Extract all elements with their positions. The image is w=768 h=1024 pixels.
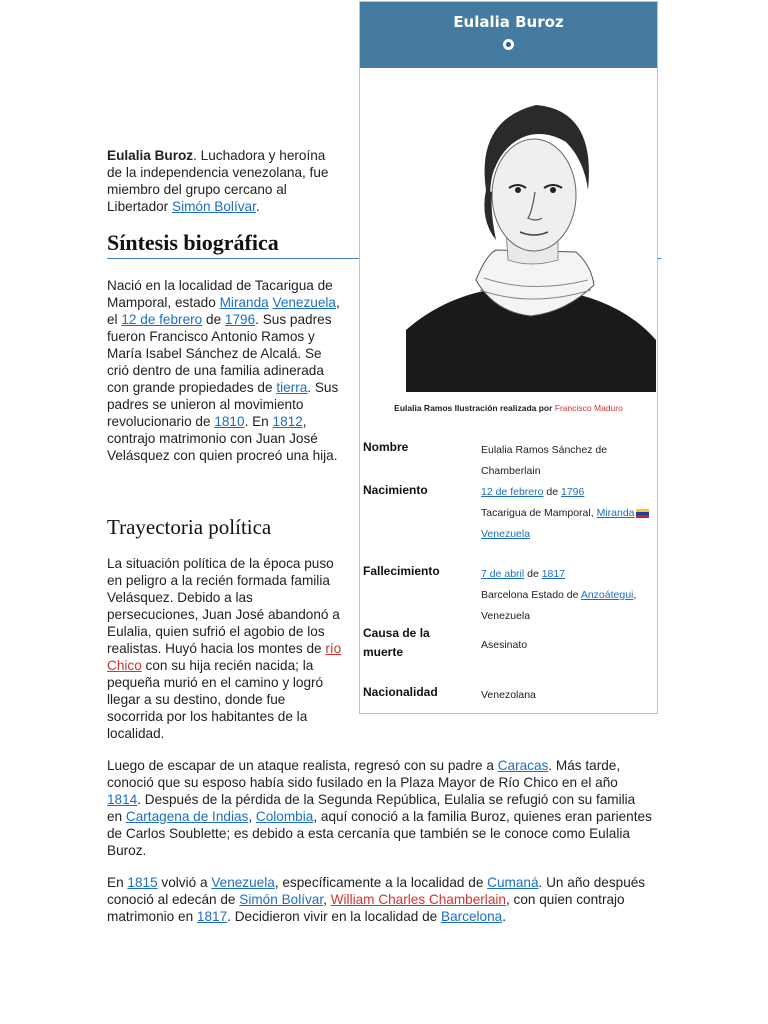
text: La situación política de la época puso en peligro a la recién formada familia Velásquez. Debido a las persecuciones, Juan José abandonó a Eulalia, quien sufrió el agobio de los realistas. Huyó hacia los montes de [107, 556, 340, 656]
link-birth-date[interactable]: 12 de febrero [481, 486, 544, 498]
politics-paragraph-2 [107, 757, 652, 859]
politics-paragraph-3 [107, 874, 652, 925]
link-birth-year[interactable]: 1796 [560, 486, 585, 498]
label-nacionalidad: Nacionalidad [363, 685, 438, 699]
label-nacimiento: Nacimiento [363, 483, 428, 497]
value-nacionalidad: Venezolana [481, 689, 536, 701]
link-venezuela[interactable]: Venezuela [272, 295, 336, 310]
venezuela-flag-icon [636, 509, 649, 518]
text: . Más tarde, conoció que su esposo había sido fusilado en la Plaza Mayor de Río Chico en el año [107, 758, 621, 790]
link-1812[interactable]: 1812 [272, 414, 303, 429]
text: , con quien contrajo matrimonio en [107, 892, 625, 924]
text: con su hija recién nacida; la pequeña murió en el camino y logró llegar a su destino, donde fue socorrida por los habitantes de la localidad. [107, 658, 324, 741]
intro-paragraph [107, 147, 342, 215]
value-fallecimiento [481, 564, 657, 627]
portrait-caption [360, 403, 657, 413]
text: , [248, 809, 256, 824]
link-1815[interactable]: 1815 [127, 875, 158, 890]
text: Luego de escapar de un ataque realista, regresó con su padre a [107, 758, 498, 773]
label-causa-muerte: Causa de la muerte [363, 626, 430, 659]
politics-paragraph-1 [107, 555, 342, 742]
link-death-date[interactable]: 7 de abril [481, 568, 525, 580]
link-1796[interactable]: 1796 [224, 312, 256, 327]
link-tierra[interactable]: tierra [276, 380, 308, 395]
value-causa-muerte: Asesinato [481, 639, 528, 651]
section-heading-sintesis: Síntesis biográfica [107, 230, 661, 259]
value-nombre: Eulalia Ramos Sánchez de Chamberlain [481, 444, 608, 477]
text: volvió a [157, 875, 212, 890]
link-1810[interactable]: 1810 [214, 414, 245, 429]
link-anzoategui[interactable]: Anzoátegui [580, 589, 634, 601]
caption-text: Eulalia Ramos Ilustración realizada por [394, 403, 555, 413]
link-simon-bolivar-2[interactable]: Simón Bolívar [239, 892, 324, 907]
link-rio-chico[interactable]: río Chico [107, 641, 342, 673]
portrait-image [406, 80, 656, 392]
link-birth-venezuela[interactable]: Venezuela [481, 528, 531, 540]
text: Barcelona Estado de [481, 589, 581, 601]
text: , contrajo matrimonio con Juan José Velásquez con quien procreó una hija. [107, 414, 338, 463]
section-heading-trayectoria: Trayectoria política [107, 515, 272, 539]
text: , Venezuela [481, 589, 637, 622]
link-cumana[interactable]: Cumaná [487, 875, 539, 890]
text: Tacarigua de Mamporal, [481, 507, 597, 519]
label-nombre: Nombre [363, 440, 409, 454]
text: de [543, 486, 561, 498]
biography-paragraph [107, 277, 342, 464]
link-1817[interactable]: 1817 [196, 909, 228, 924]
infobox [359, 1, 658, 714]
link-francisco-maduro[interactable]: Francisco Maduro [554, 403, 623, 413]
text: de [202, 312, 225, 327]
text: . Sus padres se unieron al movimiento revolucionario de [107, 380, 339, 429]
text: . Un año después conoció al edecán de [107, 875, 646, 907]
link-miranda[interactable]: Miranda [219, 295, 269, 310]
link-venezuela-2[interactable]: Venezuela [211, 875, 275, 890]
link-barcelona[interactable]: Barcelona [441, 909, 503, 924]
text: . [502, 909, 506, 924]
link-1814[interactable]: 1814 [107, 792, 138, 807]
text: . En [244, 414, 273, 429]
link-death-year[interactable]: 1817 [541, 568, 566, 580]
info-icon[interactable] [503, 39, 514, 50]
link-william-chamberlain[interactable]: William Charles Chamberlain [330, 892, 506, 907]
intro-text: . Luchadora y heroína de la independencia venezolana, fue miembro del grupo cercano al Libertador [107, 148, 329, 214]
text: , aquí conoció a la familia Buroz, quienes eran parientes de Carlos Soublette; es debido a esta cercanía que también se le conoce como Eulalia Buroz. [107, 809, 652, 858]
label-fallecimiento: Fallecimiento [363, 564, 440, 578]
intro-end: . [255, 199, 260, 214]
text: . Decidieron vivir en la localidad de [227, 909, 441, 924]
subject-name: Eulalia Buroz [107, 148, 194, 163]
text: , [323, 892, 331, 907]
link-simon-bolivar[interactable]: Simón Bolívar [172, 199, 256, 214]
text: Nació en la localidad de Tacarigua de Mamporal, estado [107, 278, 333, 310]
text: . Después de la pérdida de la Segunda República, Eulalia se refugió con su familia en [107, 792, 636, 824]
link-cartagena[interactable]: Cartagena de Indias [125, 809, 249, 824]
text: de [524, 568, 542, 580]
link-birth-miranda[interactable]: Miranda [596, 507, 635, 519]
value-nacimiento [481, 482, 649, 545]
infobox-title: Eulalia Buroz [453, 13, 564, 31]
link-12-febrero[interactable]: 12 de febrero [121, 312, 203, 327]
link-colombia[interactable]: Colombia [255, 809, 314, 824]
text: , específicamente a la localidad de [274, 875, 488, 890]
link-caracas[interactable]: Caracas [497, 758, 549, 773]
text: . Sus padres fueron Francisco Antonio Ramos y María Isabel Sánchez de Alcalá. Se crió dentro de una familia adinerada con grande propiedades de [107, 312, 332, 395]
infobox-header [360, 2, 657, 68]
text: En [107, 875, 128, 890]
text: , el [107, 295, 340, 327]
